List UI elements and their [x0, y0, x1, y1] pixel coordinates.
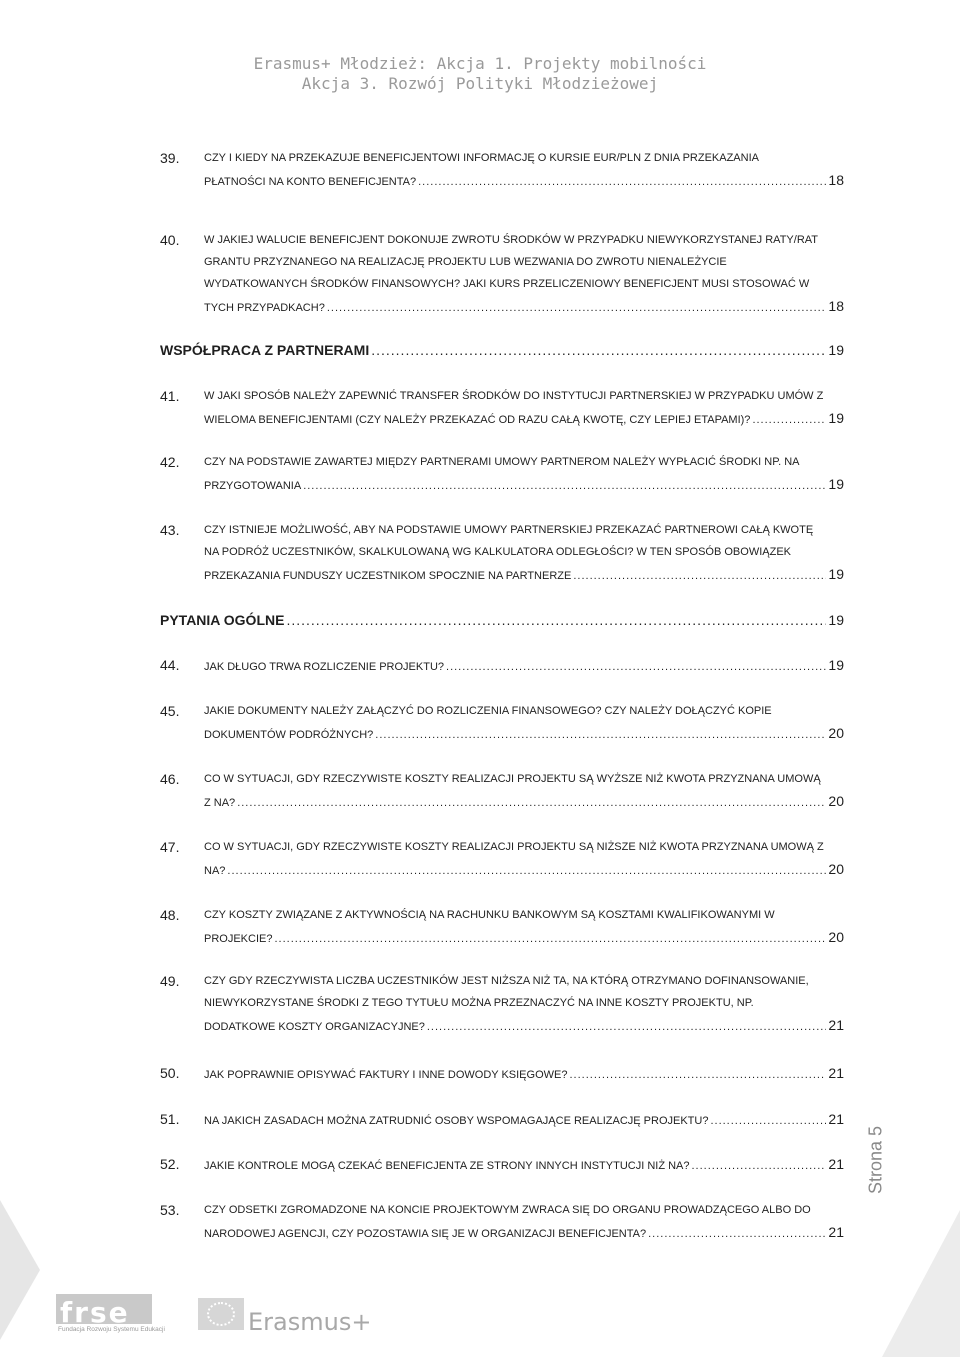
- dot-leader: [573, 565, 826, 587]
- entry-text-line: CZY NA PODSTAWIE ZAWARTEJ MIĘDZY PARTNERAMI UMOWY PARTNEROM NALEŻY WYPŁACIĆ ŚRODKI NP. NA: [204, 456, 800, 468]
- entry-number: 39.: [160, 150, 180, 166]
- entry-body: [204, 519, 844, 587]
- entry-text-line: CZY I KIEDY NA PRZEKAZUJE BENEFICJENTOWI INFORMACJĘ O KURSIE EUR/PLN Z DNIA PRZEKAZANIA: [204, 152, 759, 164]
- page-header: [0, 54, 960, 94]
- entry-page-number: 21: [828, 1017, 844, 1033]
- entry-number: 47.: [160, 839, 180, 855]
- entry-last-line: [204, 1062, 844, 1086]
- entry-number: 45.: [160, 703, 180, 719]
- entry-page-number: 18: [828, 298, 844, 314]
- entry-page-number: 21: [828, 1065, 844, 1081]
- entry-number: 51.: [160, 1111, 180, 1127]
- section-page-number: 19: [828, 612, 844, 628]
- entry-body: [204, 229, 844, 319]
- entry-text-line: WIELOMA BENEFICJENTAMI (CZY NALEŻY PRZEKAZAĆ OD RAZU CAŁĄ KWOTĘ, CZY LEPIEJ ETAPAMI)?: [204, 414, 751, 426]
- entry-text-line: CZY GDY RZECZYWISTA LICZBA UCZESTNIKÓW JEST NIŻSZA NIŻ TA, NA KTÓRĄ OTRZYMANO DOFINANSOWANIE,: [204, 975, 809, 987]
- page-number-label: Strona 5: [865, 1125, 886, 1195]
- toc-section-heading[interactable]: [160, 609, 844, 631]
- entry-body: [204, 1199, 844, 1245]
- entry-page-number: 20: [828, 793, 844, 809]
- entry-number: 46.: [160, 771, 180, 787]
- entry-page-number: 19: [828, 476, 844, 492]
- entry-page-number: 20: [828, 861, 844, 877]
- dot-leader: [303, 475, 826, 497]
- footer-logos: [56, 1292, 372, 1342]
- entry-body: [204, 768, 844, 814]
- entry-text-line: W JAKIEJ WALUCIE BENEFICJENT DOKONUJE ZWROTU ŚRODKÓW W PRZYPADKU NIEWYKORZYSTANEJ RATY/RAT: [204, 234, 819, 246]
- entry-page-number: 19: [828, 657, 844, 673]
- entry-last-line: [204, 790, 844, 814]
- entry-text-line: NIEWYKORZYSTANE ŚRODKI Z TEGO TYTUŁU MOŻNA PRZEZNACZYĆ NA INNE KOSZTY PROJEKTU, NP.: [204, 997, 754, 1009]
- entry-text-line: JAKIE DOKUMENTY NALEŻY ZAŁĄCZYĆ DO ROZLICZENIA FINANSOWEGO? CZY NALEŻY DOŁĄCZYĆ KOPIE: [204, 705, 772, 717]
- entry-page-number: 21: [828, 1111, 844, 1127]
- entry-number: 48.: [160, 907, 180, 923]
- entry-number: 52.: [160, 1156, 180, 1172]
- entry-last-line: [204, 473, 844, 497]
- entry-body: [204, 700, 844, 746]
- frse-logo-mark: frse: [60, 1296, 130, 1329]
- page-number-side: [862, 1120, 890, 1200]
- entry-number: 43.: [160, 522, 180, 538]
- entry-last-line: [204, 295, 844, 319]
- erasmus-plus-logo: Erasmus+: [248, 1308, 372, 1336]
- entry-page-number: 21: [828, 1224, 844, 1240]
- entry-page-number: 19: [828, 410, 844, 426]
- entry-body: [204, 836, 844, 882]
- entry-last-line: [204, 654, 844, 678]
- entry-last-line: [204, 1108, 844, 1132]
- dot-leader: [327, 297, 827, 319]
- entry-body: [204, 147, 844, 193]
- entry-text-line: CO W SYTUACJI, GDY RZECZYWISTE KOSZTY REALIZACJI PROJEKTU SĄ WYŻSZE NIŻ KWOTA PRZYZNANA UMOWĄ: [204, 773, 821, 785]
- header-line-2: Akcja 3. Rozwój Polityki Młodzieżowej: [301, 74, 659, 93]
- entry-body: [204, 904, 844, 950]
- frse-logo: [56, 1292, 165, 1338]
- entry-number: 50.: [160, 1065, 180, 1081]
- entry-text-line: NA?: [204, 865, 226, 877]
- dot-leader: [375, 724, 826, 746]
- entry-last-line: [204, 563, 844, 587]
- entry-text-line: JAK POPRAWNIE OPISYWAĆ FAKTURY I INNE DOWODY KSIĘGOWE?: [204, 1069, 568, 1081]
- entry-text-line: CZY ISTNIEJE MOŻLIWOŚĆ, ABY NA PODSTAWIE UMOWY PARTNERSKIEJ PRZEKAZAĆ PARTNEROWI CAŁĄ KWOTĘ: [204, 524, 814, 536]
- dot-leader: [692, 1155, 827, 1177]
- dot-leader: [274, 928, 826, 950]
- entry-number: 41.: [160, 388, 180, 404]
- entry-text-line: NA PODRÓŻ UCZESTNIKÓW, SKALKULOWANĄ WG KALKULATORA ODLEGŁOŚCI? W TEN SPOSÓB OBOWIĄZEK: [204, 546, 791, 558]
- section-title: WSPÓŁPRACA Z PARTNERAMI: [160, 342, 370, 358]
- entry-text-line: TYCH PRZYPADKACH?: [204, 302, 325, 314]
- entry-text-line: CZY ODSETKI ZGROMADZONE NA KONCIE PROJEKTOWYM ZWRACA SIĘ DO ORGANU PROWADZĄCEGO ALBO DO: [204, 1204, 811, 1216]
- dot-leader: [237, 792, 826, 814]
- entry-page-number: 20: [828, 929, 844, 945]
- entry-text-line: JAK DŁUGO TRWA ROZLICZENIE PROJEKTU?: [204, 661, 445, 673]
- entry-text-line: WYDATKOWANYCH ŚRODKÓW FINANSOWYCH? JAKI KURS PRZELICZENIOWY BENEFICJENT MUSI STOSOWAĆ W: [204, 278, 810, 290]
- entry-text-line: NA JAKICH ZASADACH MOŻNA ZATRUDNIĆ OSOBY WSPOMAGAJĄCE REALIZACJĘ PROJEKTU?: [204, 1115, 709, 1127]
- dot-leader: [648, 1223, 826, 1245]
- entry-body: [204, 385, 844, 431]
- eu-stars-icon: [207, 1302, 235, 1326]
- entry-page-number: 18: [828, 172, 844, 188]
- entry-body: [204, 654, 844, 678]
- entry-text-line: NARODOWEJ AGENCJI, CZY POZOSTAWIA SIĘ JE W ORGANIZACJI BENEFICJENTA?: [204, 1228, 647, 1240]
- entry-number: 44.: [160, 657, 180, 673]
- entry-body: [204, 970, 844, 1038]
- entry-last-line: [204, 722, 844, 746]
- dot-leader: [446, 656, 826, 678]
- entry-text-line: GRANTU PRZYZNANEGO NA REALIZACJĘ PROJEKTU LUB WEZWANIA DO ZWROTU NIENALEŻYCIE: [204, 256, 727, 268]
- section-page-number: 19: [828, 342, 844, 358]
- entry-body: [204, 1108, 844, 1132]
- entry-page-number: 20: [828, 725, 844, 741]
- entry-text-line: PROJEKCIE?: [204, 933, 273, 945]
- entry-text-line: CZY KOSZTY ZWIĄZANE Z AKTYWNOŚCIĄ NA RACHUNKU BANKOWYM SĄ KOSZTAMI KWALIFIKOWANYMI W: [204, 909, 775, 921]
- entry-text-line: DODATKOWE KOSZTY ORGANIZACYJNE?: [204, 1021, 425, 1033]
- entry-body: [204, 451, 844, 497]
- entry-body: [204, 1153, 844, 1177]
- entry-last-line: [204, 407, 844, 431]
- frse-logo-caption: Fundacja Rozwoju Systemu Edukacji: [58, 1326, 165, 1333]
- entry-last-line: [204, 1221, 844, 1245]
- header-line-1: Erasmus+ Młodzież: Akcja 1. Projekty mobilności: [253, 54, 707, 73]
- entry-text-line: PŁATNOŚCI NA KONTO BENEFICJENTA?: [204, 176, 417, 188]
- entry-text-line: PRZYGOTOWANIA: [204, 480, 302, 492]
- entry-last-line: [204, 1014, 844, 1038]
- dot-leader: [569, 1064, 826, 1086]
- section-title: PYTANIA OGÓLNE: [160, 612, 285, 628]
- entry-last-line: [204, 858, 844, 882]
- dot-leader: [418, 171, 826, 193]
- dot-leader: [427, 1016, 827, 1038]
- entry-number: 42.: [160, 454, 180, 470]
- corner-decoration-right: [882, 1210, 960, 1357]
- entry-body: [204, 1062, 844, 1086]
- toc-section-heading[interactable]: [160, 339, 844, 361]
- entry-text-line: JAKIE KONTROLE MOGĄ CZEKAĆ BENEFICJENTA ZE STRONY INNYCH INSTYTUCJI NIŻ NA?: [204, 1160, 690, 1172]
- entry-text-line: DOKUMENTÓW PODRÓŻNYCH?: [204, 729, 374, 741]
- entry-number: 49.: [160, 973, 180, 989]
- dot-leader: [752, 409, 826, 431]
- entry-text-line: CO W SYTUACJI, GDY RZECZYWISTE KOSZTY REALIZACJI PROJEKTU SĄ NIŻSZE NIŻ KWOTA PRZYZNANA UMOWĄ Z: [204, 841, 824, 853]
- entry-text-line: W JAKI SPOSÓB NALEŻY ZAPEWNIĆ TRANSFER ŚRODKÓW DO INSTYTUCJI PARTNERSKIEJ W PRZYPADKU UMÓW Z: [204, 390, 824, 402]
- entry-page-number: 19: [828, 566, 844, 582]
- corner-decoration-left: [0, 1200, 40, 1340]
- dot-leader: [286, 609, 826, 631]
- entry-last-line: [204, 1153, 844, 1177]
- entry-number: 40.: [160, 232, 180, 248]
- dot-leader: [227, 860, 826, 882]
- entry-last-line: [204, 926, 844, 950]
- entry-text-line: PRZEKAZANIA FUNDUSZY UCZESTNIKOM SPOCZNIE NA PARTNERZE: [204, 570, 572, 582]
- dot-leader: [371, 339, 826, 361]
- entry-number: 53.: [160, 1202, 180, 1218]
- entry-page-number: 21: [828, 1156, 844, 1172]
- dot-leader: [710, 1110, 826, 1132]
- entry-last-line: [204, 169, 844, 193]
- entry-text-line: Z NA?: [204, 797, 236, 809]
